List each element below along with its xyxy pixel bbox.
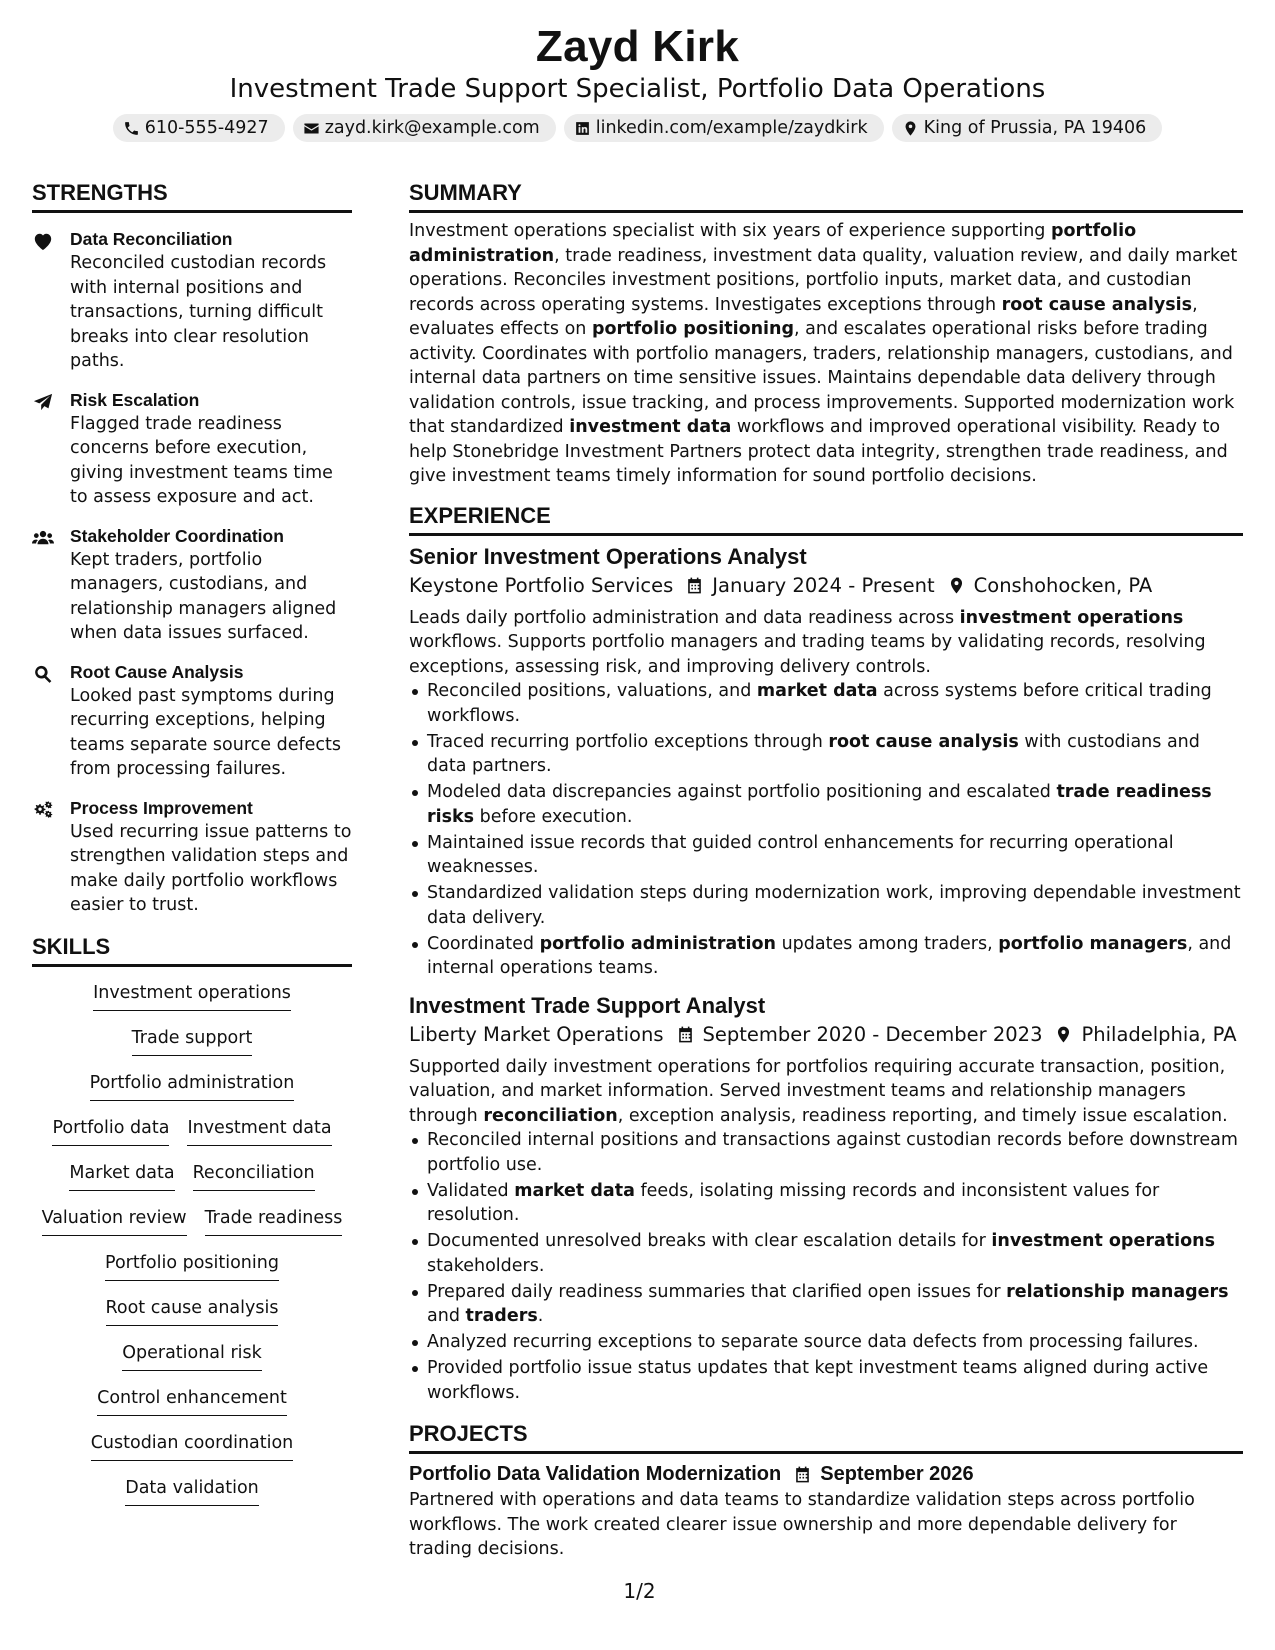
job-dates: September 2020 - December 2023 (702, 1022, 1043, 1046)
project-description: Partnered with operations and data teams to standardize validation steps across portfolio workflows. The work created clearer issue ownership and more dependable delivery for trading decisions. (409, 1490, 1195, 1559)
skill-row (32, 1386, 352, 1431)
skill-row (32, 981, 352, 1026)
page-number-text: 1/2 (623, 1579, 656, 1603)
left-column (32, 178, 352, 1562)
strength-desc: Flagged trade readiness concerns before execution, giving investment teams time to assess exposure and act. (70, 413, 333, 507)
skill-tag: Market data (69, 1161, 174, 1191)
job-bullets (409, 1128, 1243, 1405)
strength-title: Risk Escalation (70, 389, 200, 410)
skill-row (32, 1476, 352, 1521)
skill-row (32, 1251, 352, 1296)
summary-heading: SUMMARY (409, 178, 1243, 213)
skill-tag: Investment operations (93, 981, 291, 1011)
strength-title: Process Improvement (70, 797, 253, 818)
skill-tag: Investment data (187, 1116, 331, 1146)
strength-title: Data Reconciliation (70, 229, 233, 249)
resume-body (32, 178, 1243, 1562)
heart-icon (32, 231, 54, 251)
linkedin-icon (574, 120, 591, 137)
experience-heading: EXPERIENCE (409, 501, 1243, 536)
job-description: Leads daily portfolio administration and data readiness across investment operations workflows. Supports portfolio managers and trading teams by validating records, resolving exceptions, assessing risk, and improving delivery controls. (409, 607, 1206, 677)
magnifier-icon (32, 664, 54, 684)
contact-phone-text: 610-555-4927 (144, 118, 269, 138)
job-dates: January 2024 - Present (712, 573, 935, 597)
skill-row (32, 1296, 352, 1341)
strength-title: Root Cause Analysis (70, 661, 244, 682)
contact-linkedin[interactable] (564, 114, 884, 142)
map-pin-icon (947, 576, 966, 595)
skill-row (32, 1161, 352, 1206)
strength-item (32, 524, 352, 646)
skill-tag: Control enhancement (97, 1386, 287, 1416)
contact-linkedin-text: linkedin.com/example/zaydkirk (595, 118, 868, 138)
bullet-item: Documented unresolved breaks with clear escalation details for investment operations stakeholders. (409, 1229, 1243, 1278)
bullet-item: Maintained issue records that guided control enhancements for recurring operational weaknesses. (409, 831, 1243, 880)
strength-desc: Used recurring issue patterns to strengthen validation steps and make daily portfolio workflows easier to trust. (70, 821, 352, 915)
strength-item (32, 388, 352, 510)
strength-item (32, 660, 352, 782)
contact-location-text: King of Prussia, PA 19406 (923, 118, 1147, 138)
skill-tag: Operational risk (122, 1341, 262, 1371)
projects-heading: PROJECTS (409, 1419, 1243, 1454)
strength-title: Stakeholder Coordination (70, 525, 284, 546)
skill-tag: Portfolio positioning (105, 1251, 279, 1281)
calendar-icon (793, 1465, 812, 1484)
bullet-item: Validated market data feeds, isolating missing records and inconsistent values for resolution. (409, 1179, 1243, 1228)
candidate-title: Investment Trade Support Specialist, Portfolio Data Operations (229, 74, 1046, 104)
summary-text: Investment operations specialist with six years of experience supporting portfolio administration, trade readiness, investment data quality, valuation review, and daily market operations. Reconciles investment positions, portfolio inputs, market data, and custodian records across operating systems. Investigates exceptions through root cause analysis, evaluates effects on portfolio positioning, and escalates operational risks before trading activity. Coordinates with portfolio managers, traders, relationship managers, custodians, and internal data partners on time sensitive issues. Maintains dependable data delivery through validation controls, issue tracking, and process improvements. Supported modernization work that standardized investment data workflows and improved operational visibility. Ready to help Stonebridge Investment Partners protect data integrity, strengthen trade readiness, and give investment teams timely information for sound portfolio decisions. (409, 221, 1238, 486)
job-entry (409, 991, 1243, 1406)
job-meta (409, 1021, 1243, 1049)
contact-phone[interactable] (113, 114, 285, 142)
skill-tag: Custodian coordination (91, 1431, 294, 1461)
project-title-row (409, 1460, 1243, 1488)
contact-bar (0, 114, 1275, 142)
bullet-item: Reconciled positions, valuations, and market data across systems before critical trading workflows. (409, 679, 1243, 728)
paper-plane-icon (32, 392, 54, 412)
calendar-icon (676, 1025, 695, 1044)
phone-icon (123, 120, 140, 137)
users-icon (32, 528, 54, 548)
project-date: September 2026 (820, 1463, 974, 1485)
skill-tag: Valuation review (42, 1206, 187, 1236)
skill-tag: Trade support (132, 1026, 253, 1056)
skill-row (32, 1206, 352, 1251)
job-bullets (409, 679, 1243, 981)
map-pin-icon (902, 120, 919, 137)
bullet-item: Prepared daily readiness summaries that clarified open issues for relationship managers and traders. (409, 1280, 1243, 1329)
job-entry (409, 542, 1243, 981)
skill-row (32, 1071, 352, 1116)
bullet-item: Analyzed recurring exceptions to separate source data defects from processing failures. (409, 1330, 1243, 1355)
bullet-item: Traced recurring portfolio exceptions through root cause analysis with custodians and data partners. (409, 730, 1243, 779)
right-column (409, 178, 1243, 1562)
skill-tag: Data validation (125, 1476, 259, 1506)
skill-row (32, 1341, 352, 1386)
project-entry (409, 1460, 1243, 1562)
strength-item (32, 796, 352, 918)
job-company: Keystone Portfolio Services (409, 573, 674, 597)
bullet-item: Reconciled internal positions and transactions against custodian records before downstream portfolio use. (409, 1128, 1243, 1177)
resume-header (0, 0, 1275, 142)
bullet-item: Provided portfolio issue status updates that kept investment teams aligned during active workflows. (409, 1356, 1243, 1405)
job-title: Investment Trade Support Analyst (409, 992, 766, 1018)
skill-row (32, 1116, 352, 1161)
project-title: Portfolio Data Validation Modernization (409, 1463, 782, 1485)
skills-heading: SKILLS (32, 932, 352, 967)
candidate-name: Zayd Kirk (535, 22, 740, 71)
job-title: Senior Investment Operations Analyst (409, 543, 807, 569)
skill-row (32, 1026, 352, 1071)
contact-email[interactable] (293, 114, 556, 142)
skill-tag: Reconciliation (193, 1161, 315, 1191)
job-location: Conshohocken, PA (973, 573, 1153, 597)
job-company: Liberty Market Operations (409, 1022, 664, 1046)
skill-tag: Portfolio administration (90, 1071, 295, 1101)
bullet-item: Modeled data discrepancies against portfolio positioning and escalated trade readiness risks before execution. (409, 780, 1243, 829)
gears-icon (32, 800, 54, 820)
envelope-icon (303, 120, 320, 137)
skill-tag: Trade readiness (205, 1206, 343, 1236)
skill-row (32, 1431, 352, 1476)
strengths-heading: STRENGTHS (32, 178, 352, 213)
strength-desc: Reconciled custodian records with internal positions and transactions, turning difficult breaks into clear resolution paths. (70, 253, 327, 371)
strength-desc: Kept traders, portfolio managers, custodians, and relationship managers aligned when data issues surfaced. (70, 549, 337, 643)
job-location: Philadelphia, PA (1081, 1022, 1237, 1046)
map-pin-icon (1054, 1025, 1073, 1044)
strengths-list (32, 227, 352, 918)
skill-tag: Root cause analysis (106, 1296, 279, 1326)
contact-email-text: zayd.kirk@example.com (324, 118, 540, 138)
contact-location (892, 114, 1163, 142)
strength-desc: Looked past symptoms during recurring exceptions, helping teams separate source defects from processing failures. (70, 685, 341, 779)
job-meta (409, 572, 1243, 600)
skills-list (32, 981, 352, 1521)
strength-item (32, 227, 352, 374)
job-description: Supported daily investment operations for portfolios requiring accurate transaction, position, valuation, and market information. Served investment teams and relationship managers through reconciliation, exception analysis, readiness reporting, and timely issue escalation. (409, 1056, 1228, 1126)
page-number (0, 1578, 1275, 1604)
bullet-item: Standardized validation steps during modernization work, improving dependable investment data delivery. (409, 881, 1243, 930)
skill-tag: Portfolio data (52, 1116, 169, 1146)
calendar-icon (685, 576, 704, 595)
bullet-item: Coordinated portfolio administration updates among traders, portfolio managers, and internal operations teams. (409, 932, 1243, 981)
